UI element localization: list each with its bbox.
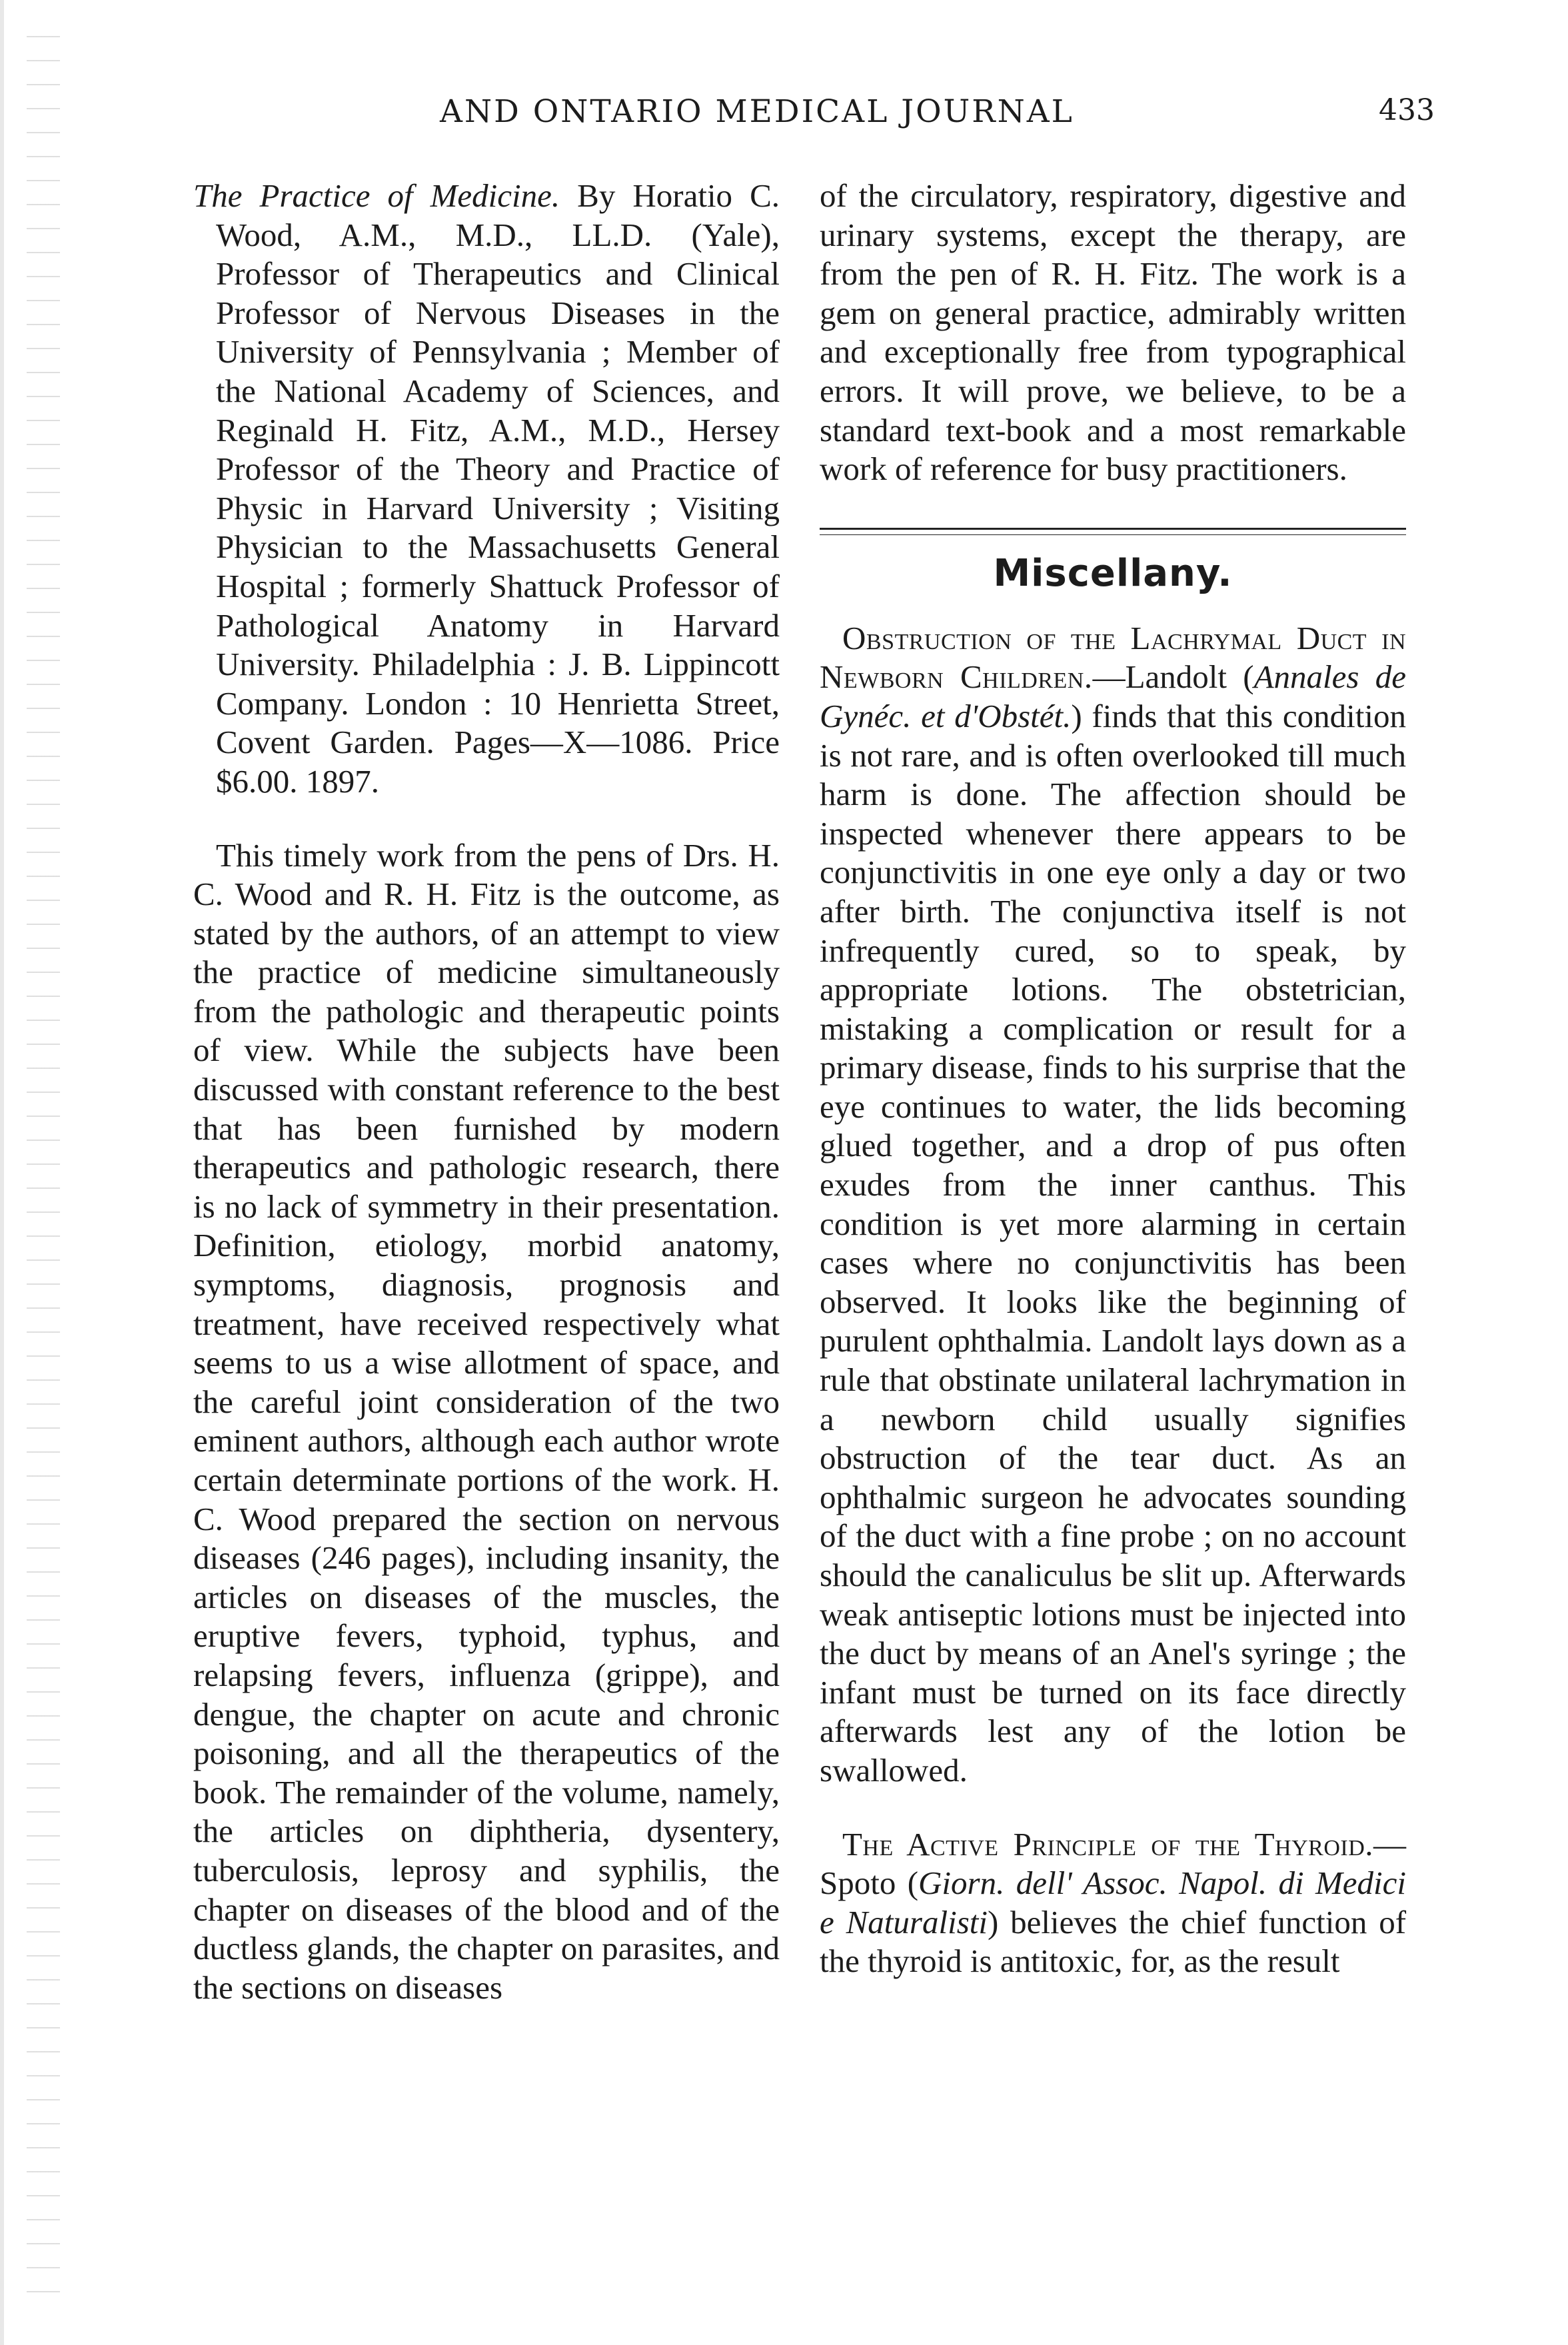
book-review-continuation: of the circulatory, respiratory, digestive and urinary systems, except the therapy, are from the pen of R. H. Fitz. The work is a gem on general practice, admirably written and exceptionally free from typographical errors. It will prove, we believe, to be a standard text-book and a most remarkable work of reference for busy practitioners. — [820, 177, 1406, 488]
article-lead: —Spoto ( — [820, 1825, 1406, 1902]
right-column — [820, 177, 1406, 1981]
article-lachrymal-duct — [820, 619, 1406, 1791]
article-heading: Obstruction of the Lachrymal Duct in Newborn Children. — [820, 619, 1406, 696]
article-citation: Giorn. dell' Assoc. Napol. di Medici e Naturalisti — [820, 1865, 1406, 1941]
article-thyroid — [820, 1825, 1406, 1981]
book-citation-details: By Horatio C. Wood, A.M., M.D., LL.D. (Yale), Professor of Therapeutics and Clinical Professor of Nervous Diseases in the University of Pennsylvania ; Member of the National Academy of Sciences, and Reginald H. Fitz, A.M., M.D., Hersey Professor of the Theory and Practice of Physic in Harvard University ; Visiting Physician to the Massachusetts General Hospital ; formerly Shattuck Professor of Pathological Anatomy in Harvard University. Philadelphia : J. B. Lippincott Company. London : 10 Henrietta Street, Covent Garden. Pages—X—1086. Price $6.00. 1897. — [216, 177, 780, 800]
left-column — [193, 177, 780, 2007]
running-header — [440, 93, 1426, 130]
binding-margin-marks — [27, 27, 60, 2292]
book-title: The Practice of Medicine. — [193, 177, 560, 214]
section-title: Miscellany. — [993, 551, 1233, 595]
article-heading: The Active Principle of the Thyroid. — [842, 1825, 1373, 1863]
article-lead: —Landolt ( — [1092, 658, 1254, 696]
page-number: 433 — [1379, 93, 1435, 127]
article-citation: Annales de Gynéc. et d'Obstét. — [820, 658, 1406, 734]
section-divider — [820, 528, 1406, 535]
running-title: AND ONTARIO MEDICAL JOURNAL — [440, 93, 1074, 130]
page-edge — [0, 0, 4, 2345]
article-body: ) finds that this condition is not rare, and is often overlooked till much harm is done. The affection should be inspected whenever there appears to be conjunctivitis in one eye only a day or two after birth. The conjunctiva itself is not infrequently cured, so to speak, by appropriate lotions. The obstetrician, mistaking a complication or result for a primary disease, finds to his surprise that the eye continues to water, the lids becoming glued together, and a drop of pus often exudes from the inner canthus. This condition is yet more alarming in certain cases where no conjunctivitis has been observed. It looks like the beginning of purulent ophthalmia. Landolt lays down as a rule that obstinate unilateral lachrymation in a newborn child usually signifies obstruction of the tear duct. As an ophthalmic surgeon he advocates sounding of the duct with a fine probe ; on no account should the canaliculus be slit up. Afterwards weak antiseptic lotions must be injected into the duct by means of an Anel's syringe ; the infant must be turned on its face directly afterwards lest any of the lotion be swallowed. — [820, 697, 1406, 1789]
double-rule — [820, 528, 1406, 535]
book-review-body: This timely work from the pens of Drs. H. C. Wood and R. H. Fitz is the outcome, as stated by the authors, of an attempt to view the practice of medicine simultaneously from the pathologic and therapeutic points of view. While the subjects have been discussed with constant reference to the best that has been furnished by modern therapeutics and pathologic research, there is no lack of symmetry in their presentation. Definition, etiology, morbid anatomy, symptoms, diagnosis, prognosis and treatment, have received respectively what seems to us a wise allotment of space, and the careful joint consideration of the two eminent authors, although each author wrote certain determinate portions of the work. H. C. Wood prepared the section on nervous diseases (246 pages), including insanity, the articles on diseases of the muscles, the eruptive fevers, typhoid, typhus, and relapsing fevers, influenza (grippe), and dengue, the chapter on acute and chronic poisoning, and all the therapeutics of the book. The remainder of the volume, namely, the articles on diphtheria, dysentery, tuberculosis, leprosy and syphilis, the chapter on diseases of the blood and of the ductless glands, the chapter on parasites, and the sections on diseases — [193, 836, 780, 2006]
book-review-citation — [193, 177, 780, 802]
article-body: ) believes the chief function of the thyroid is antitoxic, for, as the result — [820, 1903, 1407, 1980]
